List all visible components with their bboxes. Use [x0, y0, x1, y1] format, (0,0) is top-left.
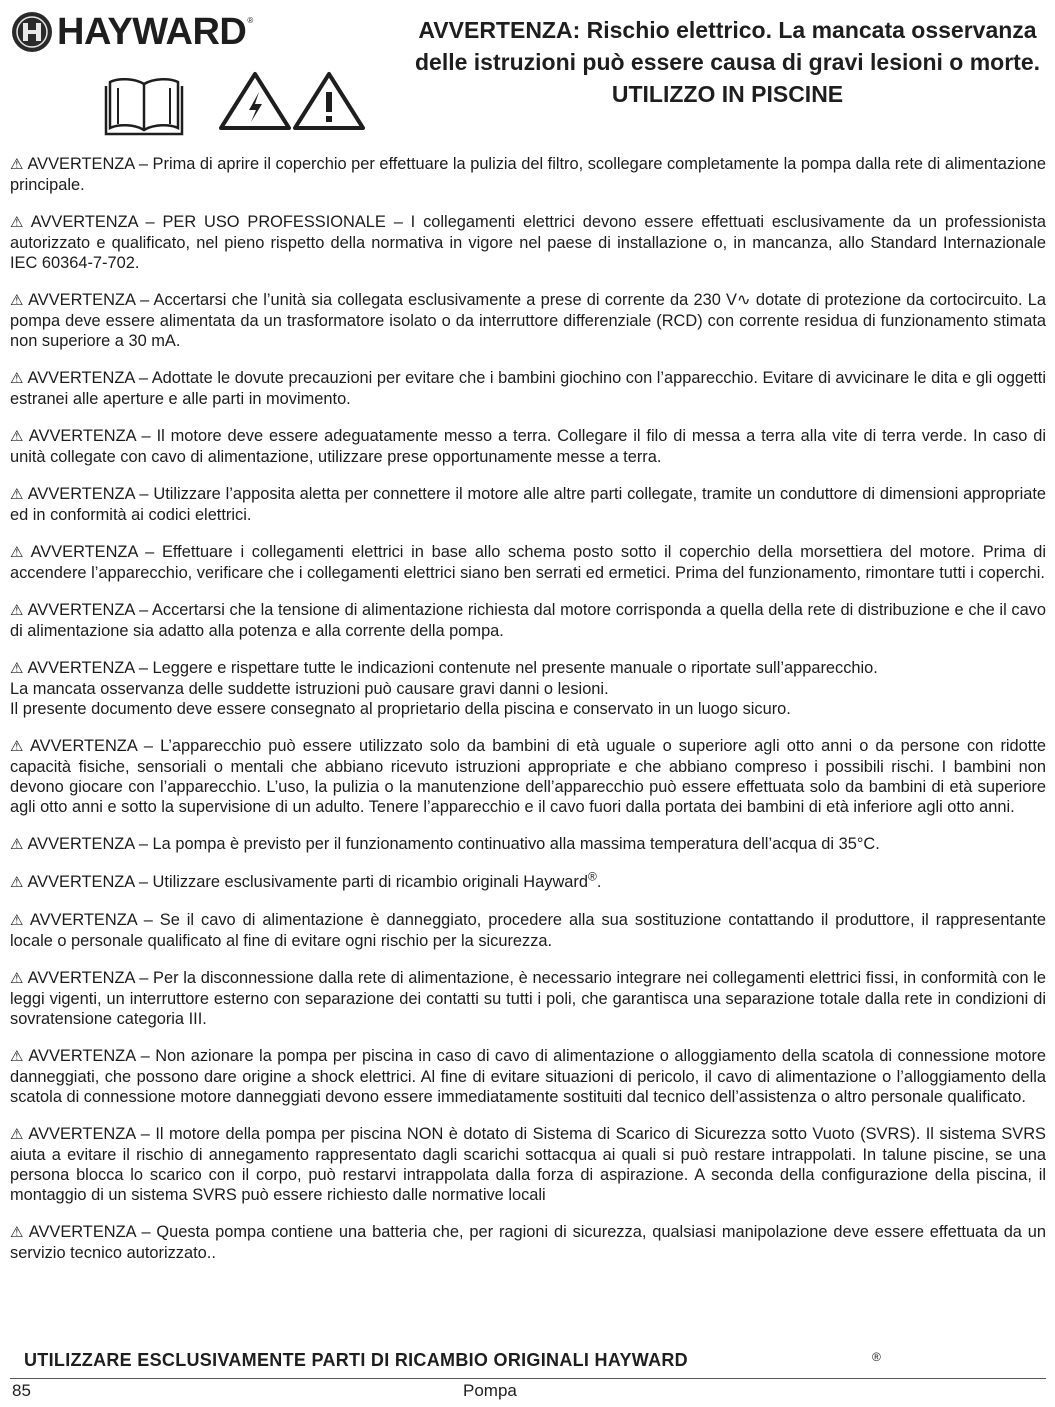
- warning-paragraph: ⚠ AVVERTENZA – Adottate le dovute precauzioni per evitare che i bambini giochino con l’apparecchio. Evitare di avvicinare le dita e gli oggetti estranei alle aperture e alle parti in movimento.: [10, 369, 1047, 408]
- warning-icon: ⚠: [10, 1224, 25, 1241]
- warning-paragraph: ⚠ AVVERTENZA – Il motore della pompa per piscina NON è dotato di Sistema di Scarico di Sicurezza sotto Vuoto (SVRS). Il sistema SVRS aiuta a evitare il rischio di annegamento rappresentato dagli scarichi sottacqua ai quali si può restare intrappolati. In talune piscine, se una persona blocca lo scarico con il corpo, può restarvi intrappolata dalla forza di aspirazione. A seconda della configurazione della piscina, il montaggio di un sistema SVRS può essere richiesto dalle normative locali: [10, 1125, 1046, 1204]
- warning-icon: ⚠: [10, 292, 25, 309]
- brand-name: HAYWARD: [57, 11, 247, 53]
- footer-registered-mark: ®: [872, 1350, 881, 1364]
- warning-paragraph: ⚠ AVVERTENZA – Non azionare la pompa per piscina in caso di cavo di alimentazione o alloggiamento della scatola di connessione motore danneggiati, che possono dare origine a shock elettrici. Al fine di evitare situazioni di pericolo, il cavo di alimentazione o l’alloggiamento della scatola di connessione motore danneggiati devono essere immediatamente sostituiti dal tecnico dell’assistenza o altro personale qualificato.: [10, 1047, 1046, 1106]
- hayward-logo: [12, 12, 253, 52]
- warning-paragraph: ⚠ AVVERTENZA – Accertarsi che l’unità sia collegata esclusivamente a prese di corrente da 230 V∿ dotate di protezione da cortocircuito. La pompa deve essere alimentata da un trasformatore isolato o da interruttore differenziale (RCD) con corrente residua di funzionamento stimata non superiore a 30 mA.: [10, 291, 1047, 350]
- warning-paragraph: ⚠ AVVERTENZA – Il motore deve essere adeguatamente messo a terra. Collegare il filo di messa a terra alla vite di terra verde. In caso di unità collegate con cavo di alimentazione, utilizzare prese opportunamente messe a terra.: [10, 427, 1046, 466]
- warning-paragraph: ⚠ AVVERTENZA – Accertarsi che la tensione di alimentazione richiesta dal motore corrisponda a quella della rete di distribuzione e che il cavo di alimentazione sia adatto alla potenza e alla corrente della pompa.: [10, 601, 1046, 640]
- warning-icon: ⚠: [10, 1048, 25, 1065]
- warning-paragraph-spare-parts: ⚠ AVVERTENZA – Utilizzare esclusivamente parti di ricambio originali Hayward®.: [10, 869, 602, 891]
- warning-paragraph: ⚠ AVVERTENZA – La pompa è previsto per il funzionamento continuativo alla massima temperatura dell’acqua di 35°C.: [10, 835, 880, 853]
- warning-paragraph: ⚠ AVVERTENZA – Prima di aprire il coperchio per effettuare la pulizia del filtro, scollegare completamente la pompa dalla rete di alimentazione principale.: [10, 155, 1047, 194]
- warning-icon: ⚠: [10, 1126, 25, 1143]
- registered-mark: ®: [587, 869, 597, 884]
- warning-paragraph: ⚠ AVVERTENZA – Se il cavo di alimentazione è danneggiato, procedere alla sua sostituzione contattando il produttore, il rappresentante locale o personale qualificato al fine di evitare ogni rischio per la sicurezza.: [10, 911, 1046, 950]
- warning-paragraph: ⚠ AVVERTENZA – Effettuare i collegamenti elettrici in base allo schema posto sotto il coperchio della morsettiera del motore. Prima di accendere l’apparecchio, verificare che i collegamenti elettrici siano ben serrati ed ermetici. Prima del funzionamento, rimontare tutti i coperchi.: [10, 543, 1046, 582]
- page-number: 85: [12, 1381, 31, 1400]
- page-section-label: Pompa: [463, 1381, 517, 1400]
- warning-paragraph: ⚠ AVVERTENZA – PER USO PROFESSIONALE – I collegamenti elettrici devono essere effettuati esclusivamente da un professionista autorizzato e qualificato, nel pieno rispetto della normativa in vigore nel paese di installazione o, in mancanza, allo Standard Internazionale IEC 60364-7-702.: [10, 213, 1046, 272]
- warning-triangle-icon: [292, 70, 366, 137]
- hayward-emblem-icon: [12, 12, 52, 52]
- warning-icon: ⚠: [10, 156, 24, 173]
- warning-paragraph: ⚠ AVVERTENZA – Per la disconnessione dalla rete di alimentazione, è necessario integrare nei collegamenti elettrici fissi, in conformità con le leggi vigenti, un interruttore esterno con separazione dei contatti su tutti i poli, che garantisca una separazione totale dalla rete in condizioni di sovratensione categoria III.: [10, 969, 1046, 1028]
- page-header: [0, 0, 1055, 150]
- warning-icon: ⚠: [10, 912, 26, 929]
- warning-paragraph: ⚠ AVVERTENZA – L’apparecchio può essere utilizzato solo da bambini di età uguale o superiore agli otto anni o da persone con ridotte capacità fisiche, sensoriali o mentali che abbiano ricevuto istruzioni appropriate e che abbiano compreso i possibili rischi. I bambini non devono giocare con l’apparecchio. L’uso, la pulizia o la manutenzione dell’apparecchio può essere effettuata solo da bambini di età superiore agli otto anni e sotto la supervisione di un adulto. Tenere l’apparecchio e il cavo fuori dalla portata dei bambini di età inferiore agli otto anni.: [10, 737, 1046, 816]
- warning-paragraph: ⚠ AVVERTENZA – Utilizzare l’apposita aletta per connettere il motore alle altre parti collegate, tramite un conduttore di dimensioni appropriate ed in conformità ai codici elettrici.: [10, 485, 1046, 524]
- header-title-block: [405, 14, 1050, 110]
- warning-paragraph-multiline: ⚠ AVVERTENZA – Leggere e rispettare tutte le indicazioni contenute nel presente manuale o riportate sull’apparecchio. La mancata osservanza delle suddette istruzioni può causare gravi danni o lesioni. Il presente documento deve essere consegnato al proprietario della piscina e conservato in un luogo sicuro.: [10, 659, 878, 718]
- warning-icon: ⚠: [10, 486, 24, 503]
- warning-icon: ⚠: [10, 970, 24, 987]
- warnings-list: [10, 154, 1046, 1280]
- footer-divider: [10, 1378, 1046, 1379]
- manual-book-icon: [104, 76, 184, 141]
- warning-paragraph: ⚠ AVVERTENZA – Questa pompa contiene una batteria che, per ragioni di sicurezza, qualsiasi manipolazione deve essere effettuata da un servizio tecnico autorizzato..: [10, 1223, 1046, 1262]
- warning-icon: ⚠: [10, 428, 25, 445]
- page-title: AVVERTENZA: Rischio elettrico. La mancata osservanza delle istruzioni può essere causa di gravi lesioni o morte.: [414, 17, 1041, 75]
- brand-registered-mark: ®: [247, 16, 254, 25]
- warning-icon: ⚠: [10, 738, 26, 755]
- warning-icon: ⚠: [10, 660, 24, 677]
- warning-icon: ⚠: [10, 544, 27, 561]
- warning-icon: ⚠: [10, 370, 24, 387]
- warning-icon: ⚠: [10, 602, 24, 619]
- warning-icon: ⚠: [10, 214, 27, 231]
- warning-icon: ⚠: [10, 836, 24, 853]
- electric-hazard-icon: [218, 70, 292, 137]
- warning-icon: ⚠: [10, 874, 24, 891]
- page-subtitle: UTILIZZO IN PISCINE: [611, 81, 844, 107]
- footer-banner: UTILIZZARE ESCLUSIVAMENTE PARTI DI RICAMBIO ORIGINALI HAYWARD: [24, 1350, 688, 1370]
